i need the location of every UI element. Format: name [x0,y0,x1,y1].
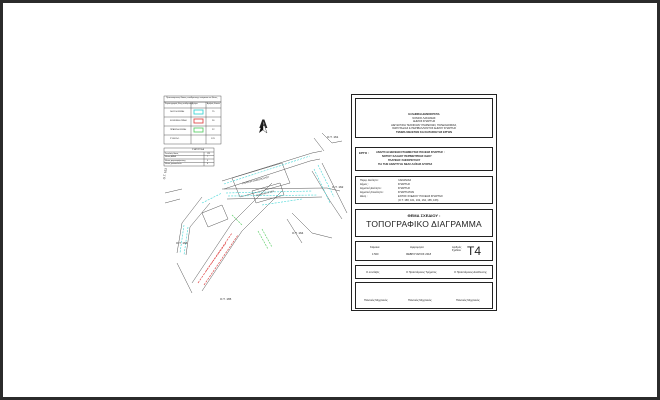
info-value: ΛΑΚΩΝΙΑΣ [398,179,412,182]
info-value: ΣΠΑΡΤΗΣ [398,183,410,186]
parking-green-zone [232,215,272,249]
project-line: ΠΛΑΤΕΙΑΣ ΣΑΦΙΟΠΟΥΛΟΥ [388,159,421,162]
drawing-title-section [355,209,493,237]
date-value: ΦΕΒΡΟΥΑΡΙΟΣ 2018 [406,253,432,256]
legend-col2: Χρώμα [192,103,198,105]
drawing-label: ΘΕΜΑ ΣΧΕΔΙΟΥ : [407,213,441,218]
authority-line: ΔΗΜΟΣ ΣΠΑΡΤΗΣ [412,120,436,123]
scale-value: 1:500 [372,253,379,256]
info-key: Δημοτική Ενότητα : [360,187,382,190]
street-outlines [165,133,347,293]
legend-col3: Αριθμός θέσεων [207,103,221,105]
stats-count: 123 [207,152,210,155]
signature-name: Πολιτικός Μηχανικός [408,299,432,302]
block-label-162: Ο.Τ. 162 [332,185,344,189]
project-label: ΕΡΓΟ : [359,151,369,155]
scale-label: Κλίμακα [370,246,380,249]
meta-section [355,241,493,261]
drawing-sheet [162,93,500,313]
authority-line: ΧΩΡΟΤΑΞΙΑΣ & ΠΕΡΙΒΑΛΛΟΝΤΟΣ ΔΗΜΟΥ ΣΠΑΡΤΗΣ [391,127,457,130]
legend-row-count: 123 [211,138,215,140]
legend-swatches [194,110,203,132]
signature-name: Πολιτικός Μηχανικός [364,299,388,302]
parking-red-zone [198,233,238,285]
legend-row-count: 75 [212,111,215,113]
stats-title: ΣΤΑΤΙΣΤΙΚΑ [192,148,204,151]
signature-role: Ο συντάξας [366,271,380,274]
info-value: ΣΠΑΡΤΗΣ [398,187,410,190]
sheet-number: Τ4 [467,244,482,258]
stats-count: 7 [207,156,208,158]
parking-white-zone [180,156,334,255]
info-key: Θέση : [360,195,368,198]
authority-line: ΔΙΕΥΘΥΝΣΗ ΤΕΧΝΙΚΩΝ ΥΠΗΡΕΣΙΩΝ, ΠΟΛΕΟΔΟΜΙΑΣ, [391,123,457,127]
block-label-166: Ο.Τ. 166 [176,241,188,245]
sheet-label: Αριθμός Σχεδίου [452,246,462,252]
project-line: ΝΟΤΙΟΥ ΚΛΑΔΟΥ ΠΕΡΙΜΕΤΡΙΚΗΣ ΟΔΟΥ [382,155,432,158]
stats-name: Θέσεις ΑΜΕΑ [165,156,176,158]
signature-role: Ο Προϊστάμενος Τμήματος [406,271,437,274]
legend-row-name: ΚΟΚΚΙΝΗ ΖΩΝΗ [170,120,187,122]
authority-section [355,98,493,138]
info-value: ΣΠΑΡΤΙΑΤΩΝ [398,191,415,194]
square-label: ΠΛΑΤΕΙΑ ΣΑΦΙΟΠΟΥΛΟΥ [242,175,270,186]
date-label: Ημερομηνία [410,246,424,249]
block-label-163: Ο.Τ. 163 [162,167,168,180]
building-label: ΚΕΝΤΡΙΚΗ ΑΓΟΡΑ [256,190,275,198]
legend-row-name: ΣΥΝΟΛΟ [170,138,180,140]
stats-name: Θέσεις φορτοεκφόρτωσης [165,159,186,162]
authority-line: ΕΛΛΗΝΙΚΗ ΔΗΜΟΚΡΑΤΙΑ [408,113,440,116]
stats-count: 8 [207,163,208,165]
project-line: ΑΝΑΠΥΞΗ ΘΕΣΕΩΝ ΣΤΑΘΜΕΥΣΗΣ ΠΟΛΕΩΣ ΣΠΑΡΤΗΣ : [376,151,445,154]
title-block [351,94,497,311]
block-label-164: Ο.Τ. 164 [292,231,304,235]
north-label: A [259,117,268,131]
info-value: ΕΝΤΟΣ ΣΧΕΔΙΟΥ ΠΟΛΕΩΣ ΣΠΑΡΤΗΣ [398,195,443,198]
square-block [202,163,290,227]
stats-count: 4 [207,159,208,162]
info-key: Δημοτική Κοινότητα : [360,191,384,194]
legend-row-count: 26 [212,120,215,122]
legend-row-name: ΛΕΥΚΗ ΖΩΝΗ [170,111,185,113]
site-map [162,93,352,313]
project-section [355,147,493,171]
authority-line: ΝΟΜΟΣ ΛΑΚΩΝΙΑΣ [412,116,436,120]
block-label-161: Ο.Τ. 161 [327,135,339,139]
project-line: ΓΙΑ ΤΗΝ ΑΝΑΠΤΥΞΗ ΝΕΑΣ ΛΑΪΚΗΣ ΑΓΟΡΑΣ [378,163,433,166]
location-section [355,176,493,204]
authority-line: ΤΜΗΜΑ ΜΕΛΕΤΩΝ ΚΑΙ ΚΑΤΑΣΚΕΥΗΣ ΕΡΓΩΝ [396,131,452,134]
info-key: Περιφ. Ενότητα : [360,179,380,182]
info-value: (Ο.Τ. 158, 161, 162, 164, 165, 166) [398,199,439,202]
legend-row-name: ΠΡΑΣΙΝΗ ΖΩΝΗ [170,129,187,131]
signature-name: Πολιτικός Μηχανικός [456,299,480,302]
site-map-drawing [162,93,352,313]
info-key: Δήμος : [360,183,369,186]
signature-role: Ο Προϊστάμενος Διεύθυνσης [454,271,487,274]
legend-row-count: 22 [212,129,215,131]
block-label-165: Ο.Τ. 165 [220,297,232,301]
signatures-section [355,265,493,279]
legend-col1: Χαρακτηρισμός ζώνης στάθμευσης [165,103,193,105]
legend-header: Προτεινόμενες θέσεις στάθμευσης ανάμεσα σε ζώνες [166,97,218,99]
signature-names-section [355,282,493,309]
drawing-title: ΤΟΠΟΓΡΑΦΙΚΟ ΔΙΑΓΡΑΜΜΑ [366,219,482,229]
stats-name: Θέσεις μοτοσικλετών [165,163,182,165]
stats-name: Συνολικές θέσεις [165,152,179,155]
